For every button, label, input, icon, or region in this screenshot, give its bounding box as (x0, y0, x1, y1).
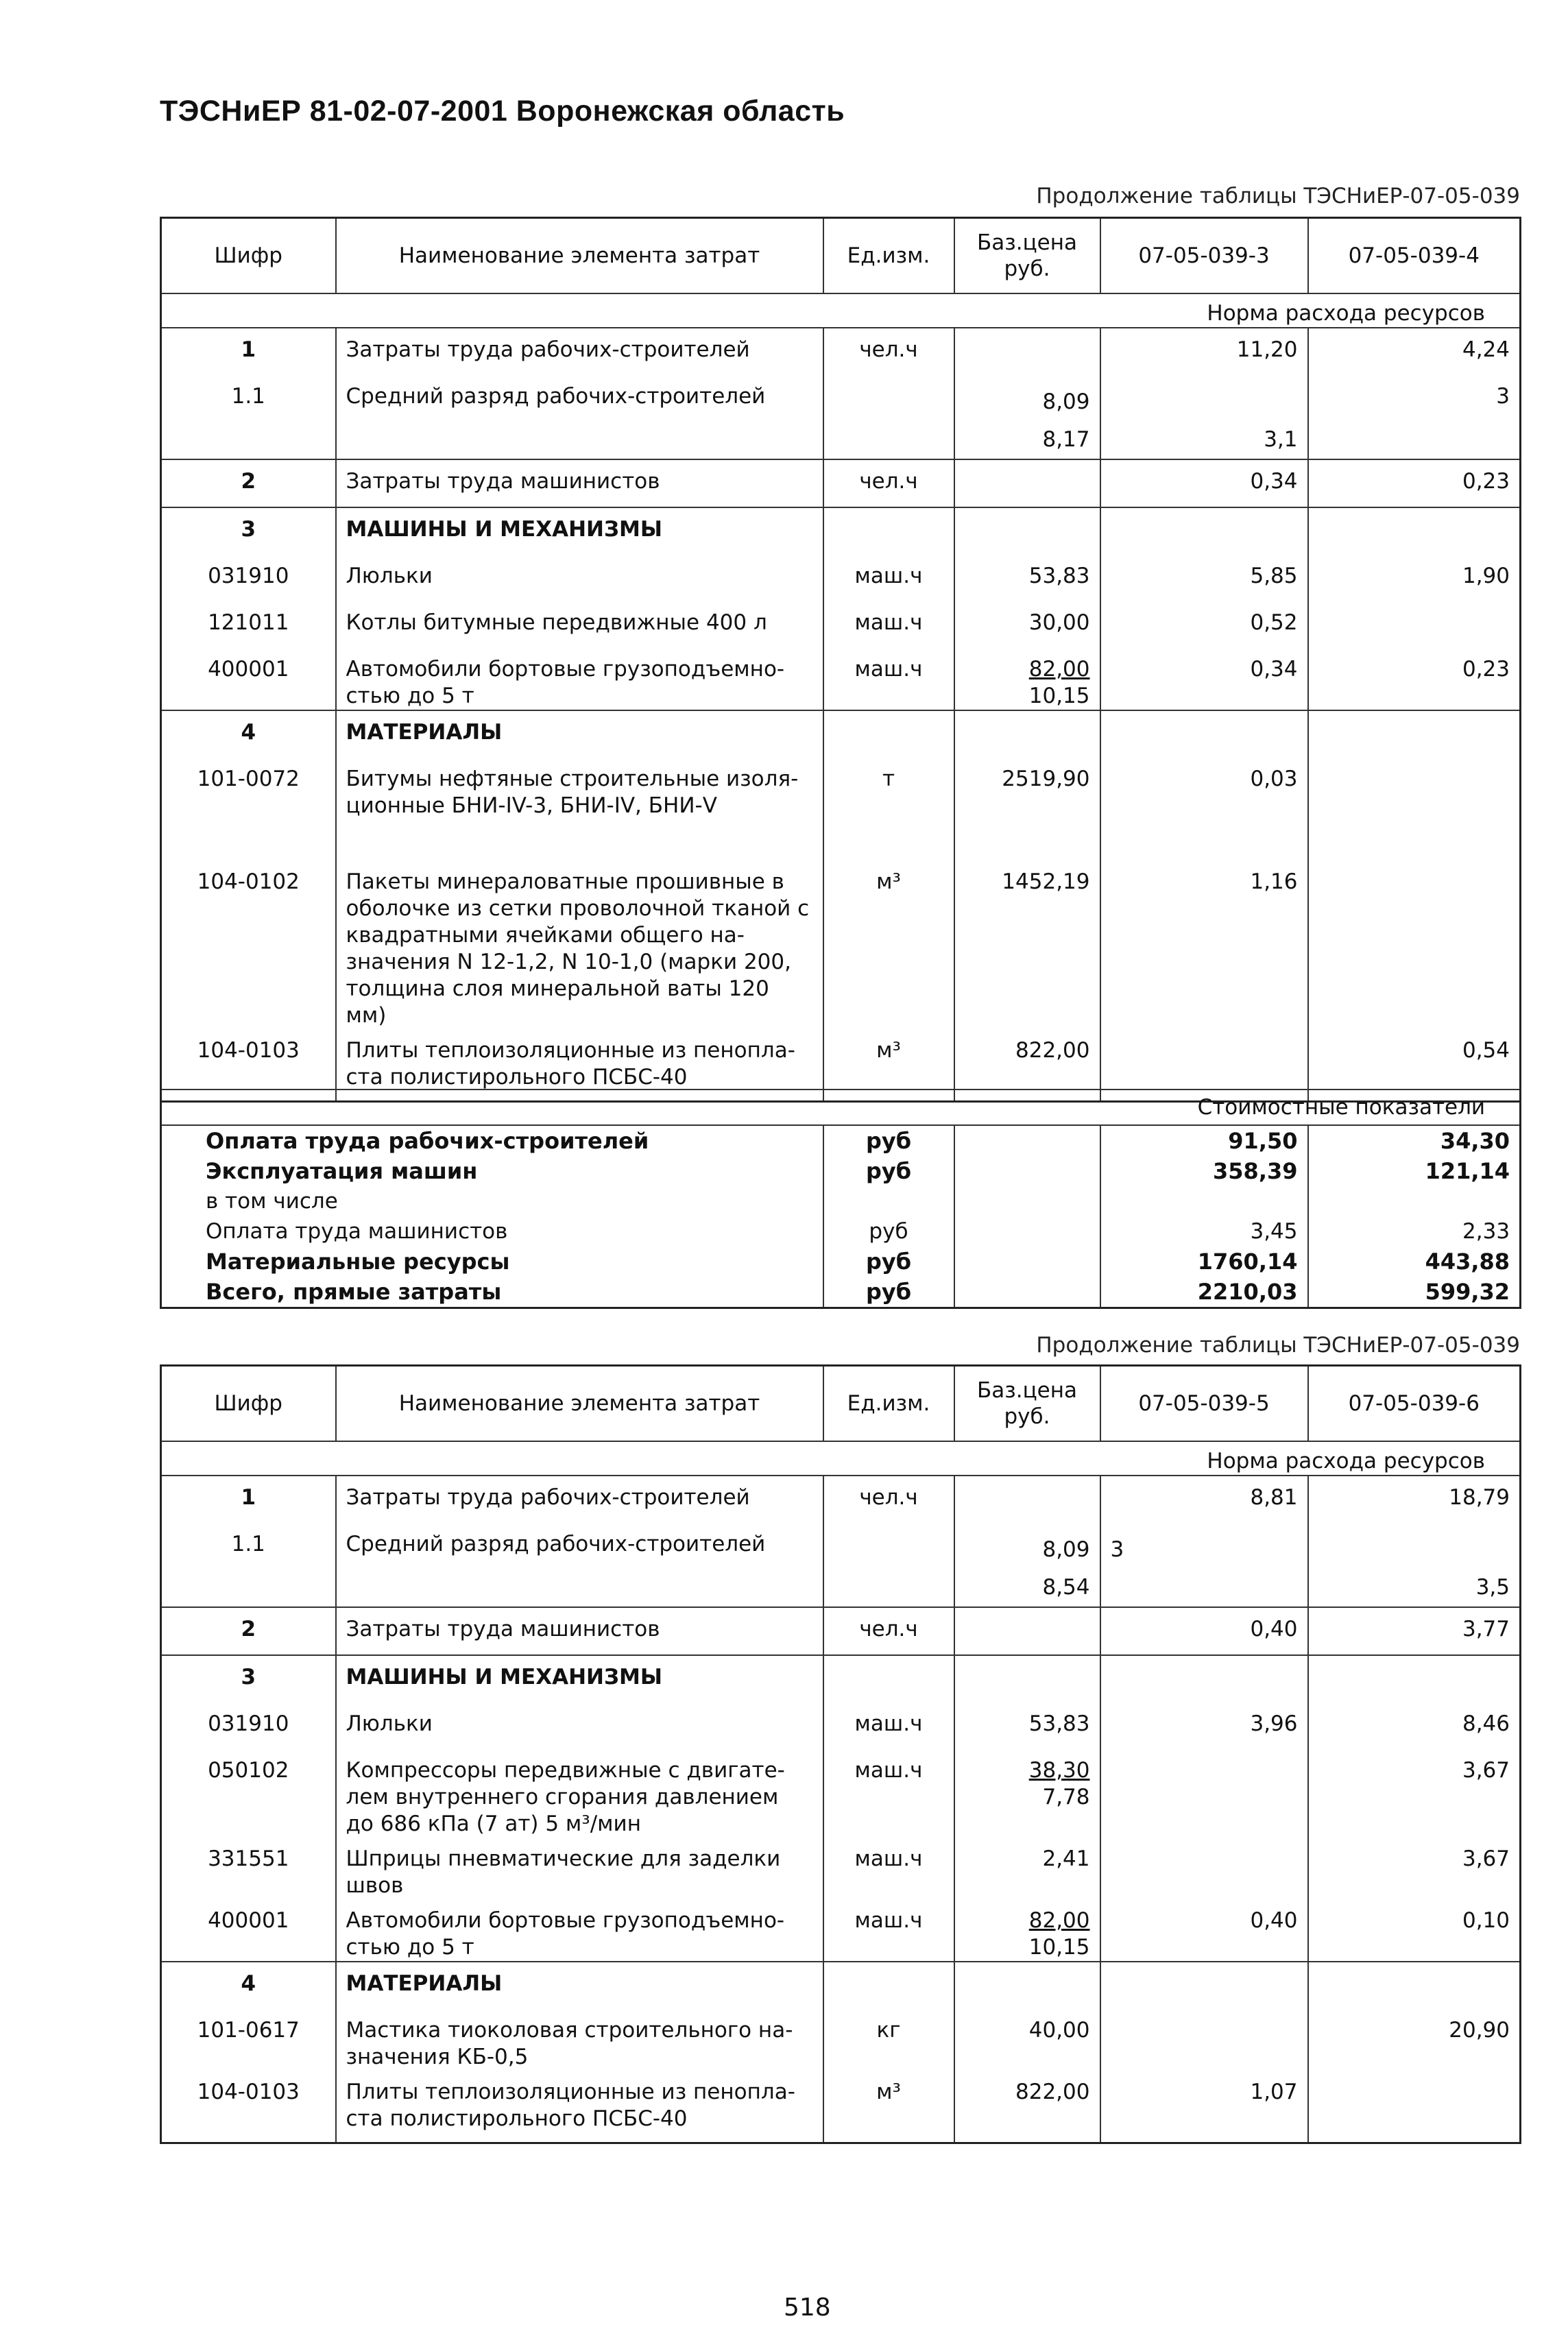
table-row: 1 Затраты труда рабочих-строителей чел.ч 11,20 4,24 (161, 328, 1521, 375)
header-name: Наименование элемента затрат (336, 1366, 823, 1442)
header-price: Баз.цена руб. (954, 218, 1100, 294)
table-row: 1.1 Средний разряд рабочих-строителей 8,09 8,54 3 3,5 (161, 1523, 1521, 1607)
header-price: Баз.цена руб. (954, 1366, 1100, 1442)
table1-cost-block (160, 1089, 1521, 1309)
header-code: Шифр (161, 218, 336, 294)
norm-subheader: Норма расхода ресурсов (161, 1441, 1521, 1476)
cost-row: Материальные ресурсы руб 1760,14 443,88 (161, 1247, 1521, 1277)
table-row: 1.1 Средний разряд рабочих-строителей 8,09 8,17 3,1 3 (161, 375, 1521, 459)
table-row: 101-0072 Битумы нефтяные строительные изоля-ционные БНИ-IV-3, БНИ-IV, БНИ-V т 2519,90 0,03 (161, 758, 1521, 860)
table2-caption: Продолжение таблицы ТЭСНиЕР-07-05-039 (1036, 1333, 1520, 1358)
table-row: 104-0102 Пакеты минераловатные прошивные в оболочке из сетки проволочной тканой с квадратными ячейками общего на-значения N 12-1,2, N 10-1,0 (марки 200, толщина слоя минеральной ваты 120 мм) м³ 1452,19 1,16 (161, 860, 1521, 1029)
page-number: 518 (784, 2294, 831, 2322)
header-unit: Ед.изм. (823, 218, 954, 294)
table-row: 400001 Автомобили бортовые грузоподъемно-стью до 5 т маш.ч 82,00 10,15 0,34 0,23 (161, 648, 1521, 710)
header-col-a: 07-05-039-5 (1100, 1366, 1308, 1442)
section-row: 3 МАШИНЫ И МЕХАНИЗМЫ (161, 1655, 1521, 1702)
table-row: 050102 Компрессоры передвижные с двигате-лем внутреннего сгорания давлением до 686 кПа (7 ат) 5 м³/мин маш.ч 38,30 7,78 3,67 (161, 1749, 1521, 1838)
section-row: 3 МАШИНЫ И МЕХАНИЗМЫ (161, 507, 1521, 555)
table-row: 1 Затраты труда рабочих-строителей чел.ч 8,81 18,79 (161, 1476, 1521, 1523)
table-row: 031910 Люльки маш.ч 53,83 5,85 1,90 (161, 555, 1521, 601)
table-row: 104-0103 Плиты теплоизоляционные из пенопла-ста полистирольного ПСБС-40 м³ 822,00 1,07 (161, 2071, 1521, 2143)
table-row: 2 Затраты труда машинистов чел.ч 0,34 0,23 (161, 459, 1521, 507)
cost-row: Оплата труда рабочих-строителей руб 91,50 34,30 (161, 1125, 1521, 1156)
header-name: Наименование элемента затрат (336, 218, 823, 294)
table1-header-row (161, 218, 1521, 294)
table-row: 2 Затраты труда машинистов чел.ч 0,40 3,77 (161, 1607, 1521, 1655)
table1-caption: Продолжение таблицы ТЭСНиЕР-07-05-039 (1036, 184, 1520, 208)
table-row: 104-0103 Плиты теплоизоляционные из пенопла-ста полистирольного ПСБС-40 м³ 822,00 0,54 (161, 1029, 1521, 1102)
table-row: 400001 Автомобили бортовые грузоподъемно-стью до 5 т маш.ч 82,00 10,15 0,40 0,10 (161, 1899, 1521, 1962)
table-row: 031910 Люльки маш.ч 53,83 3,96 8,46 (161, 1702, 1521, 1749)
cost-row: Всего, прямые затраты руб 2210,03 599,32 (161, 1277, 1521, 1308)
table1 (160, 217, 1521, 1103)
cost-row: Эксплуатация машин руб 358,39 121,14 (161, 1156, 1521, 1186)
section-row: 4 МАТЕРИАЛЫ (161, 1962, 1521, 2009)
cost-row: в том числе (161, 1186, 1521, 1216)
header-col-b: 07-05-039-4 (1308, 218, 1521, 294)
header-code: Шифр (161, 1366, 336, 1442)
header-col-a: 07-05-039-3 (1100, 218, 1308, 294)
header-col-b: 07-05-039-6 (1308, 1366, 1521, 1442)
cost-row: Оплата труда машинистов руб 3,45 2,33 (161, 1216, 1521, 1247)
table2-header-row (161, 1366, 1521, 1442)
table-row: 331551 Шприцы пневматические для заделки швов маш.ч 2,41 3,67 (161, 1838, 1521, 1899)
document-title: ТЭСНиЕР 81-02-07-2001 Воронежская область (160, 95, 845, 128)
table-row: 101-0617 Мастика тиоколовая строительного на-значения КБ-0,5 кг 40,00 20,90 (161, 2009, 1521, 2071)
header-unit: Ед.изм. (823, 1366, 954, 1442)
cost-subheader: Стоимостные показатели (161, 1090, 1521, 1125)
table2 (160, 1364, 1521, 2144)
section-row: 4 МАТЕРИАЛЫ (161, 710, 1521, 758)
table-row: 121011 Котлы битумные передвижные 400 л маш.ч 30,00 0,52 (161, 601, 1521, 648)
norm-subheader: Норма расхода ресурсов (161, 293, 1521, 328)
